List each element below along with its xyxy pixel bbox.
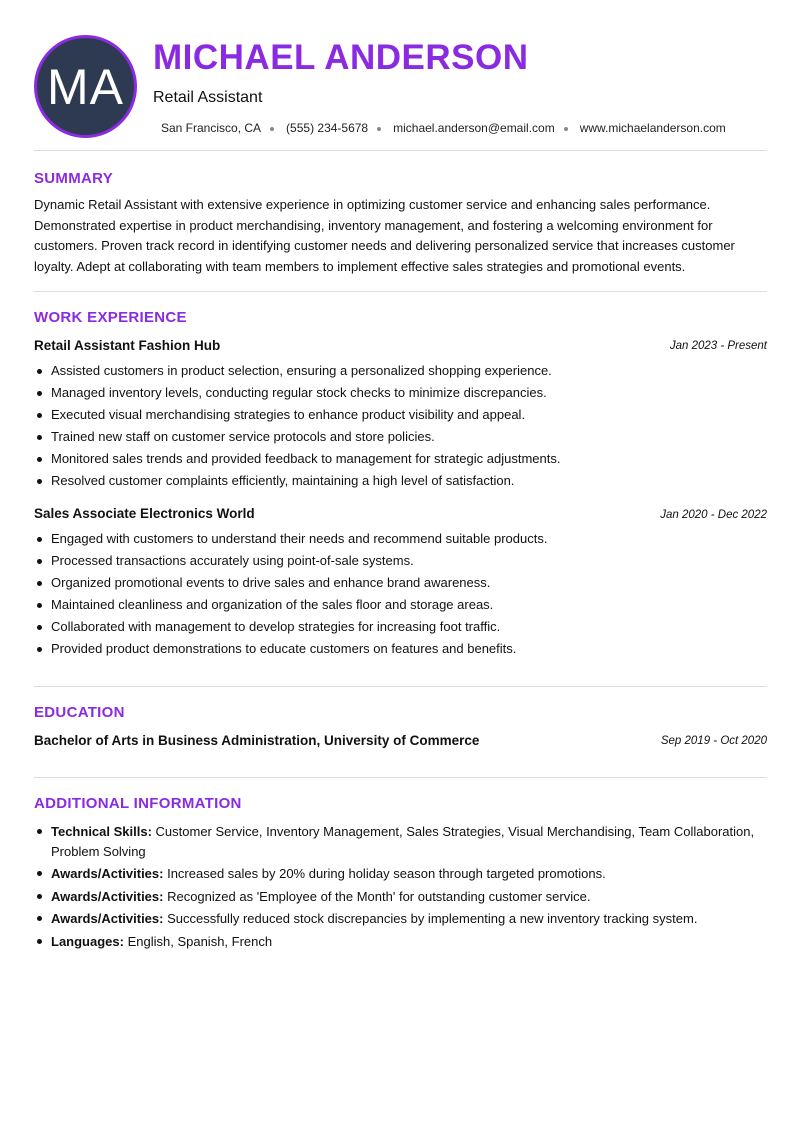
list-item: Processed transactions accurately using point-of-sale systems. — [34, 550, 770, 572]
contact-location: San Francisco, CA — [161, 121, 262, 135]
divider — [34, 686, 767, 687]
contact-phone: (555) 234-5678 — [286, 121, 369, 135]
list-item: Trained new staff on customer service protocols and store policies. — [34, 426, 770, 448]
summary-text: Dynamic Retail Assistant with extensive experience in optimizing customer service and enhancing sales performance. Demonstrated expertise in product merchandising, inventory management, and fostering a welcoming environment for customers. Proven track record in identifying customer needs and delivering personalized service that increases customer loyalty. Adept at collaborating with team members to implement effective sales strategies and promotional events. — [34, 197, 735, 274]
separator-dot — [377, 127, 381, 131]
divider — [34, 291, 767, 292]
section-title-experience: WORK EXPERIENCE — [34, 309, 187, 326]
job-bullets — [34, 528, 770, 661]
candidate-name: MICHAEL ANDERSON — [153, 38, 529, 77]
contact-email[interactable]: michael.anderson@email.com — [393, 121, 555, 135]
job-heading: Sales Associate Electronics World — [34, 506, 255, 521]
list-item: Monitored sales trends and provided feedback to management for strategic adjustments. — [34, 448, 770, 470]
list-item: Engaged with customers to understand their needs and recommend suitable products. — [34, 528, 770, 550]
separator-dot — [564, 127, 568, 131]
avatar — [34, 35, 137, 138]
list-item: Collaborated with management to develop strategies for increasing foot traffic. — [34, 616, 770, 638]
education-date: Sep 2019 - Oct 2020 — [660, 735, 767, 747]
item-label: Awards/Activities: — [51, 866, 164, 881]
job-date: Jan 2020 - Dec 2022 — [660, 509, 767, 521]
avatar-initials: MA — [47, 58, 124, 115]
list-item: Assisted customers in product selection, ensuring a personalized shopping experience. — [34, 360, 770, 382]
job-heading: Retail Assistant Fashion Hub — [34, 338, 221, 353]
item-text: Successfully reduced stock discrepancies by implementing a new inventory tracking system. — [163, 911, 698, 926]
list-item: Resolved customer complaints efficiently, maintaining a high level of satisfaction. — [34, 470, 770, 492]
list-item: Executed visual merchandising strategies to enhance product visibility and appeal. — [34, 404, 770, 426]
section-title-additional: ADDITIONAL INFORMATION — [34, 795, 242, 812]
item-text: Recognized as 'Employee of the Month' for outstanding customer service. — [163, 888, 591, 904]
education-degree: Bachelor of Arts in Business Administration, University of Commerce — [34, 733, 480, 748]
section-title-education: EDUCATION — [34, 704, 125, 721]
additional-list — [34, 822, 770, 954]
item-label: Awards/Activities: — [51, 888, 164, 904]
list-item — [34, 864, 770, 884]
item-text: Increased sales by 20% during holiday season through targeted promotions. — [163, 866, 606, 881]
list-item — [34, 887, 770, 907]
job-date: Jan 2023 - Present — [669, 340, 767, 352]
item-label: Languages: — [51, 933, 124, 949]
list-item — [34, 932, 770, 952]
list-item: Managed inventory levels, conducting regular stock checks to minimize discrepancies. — [34, 382, 770, 404]
candidate-role: Retail Assistant — [153, 89, 263, 106]
separator-dot — [270, 127, 274, 131]
job-bullets — [34, 360, 770, 493]
list-item — [34, 909, 770, 929]
item-label: Awards/Activities: — [51, 911, 164, 926]
contact-bar — [161, 121, 726, 135]
section-title-summary: SUMMARY — [34, 170, 114, 187]
list-item — [34, 822, 770, 861]
list-item: Maintained cleanliness and organization of the sales floor and storage areas. — [34, 594, 770, 616]
divider — [34, 777, 767, 778]
list-item: Organized promotional events to drive sales and enhance brand awareness. — [34, 572, 770, 594]
item-label: Technical Skills: — [51, 824, 152, 839]
item-text: Customer Service, Inventory Management, Sales Strategies, Visual Merchandising, Team Collaboration, Problem Solving — [51, 824, 755, 859]
contact-website[interactable]: www.michaelanderson.com — [579, 121, 726, 135]
list-item: Provided product demonstrations to educate customers on features and benefits. — [34, 638, 770, 660]
item-text: English, Spanish, French — [123, 933, 273, 949]
divider — [34, 150, 767, 151]
